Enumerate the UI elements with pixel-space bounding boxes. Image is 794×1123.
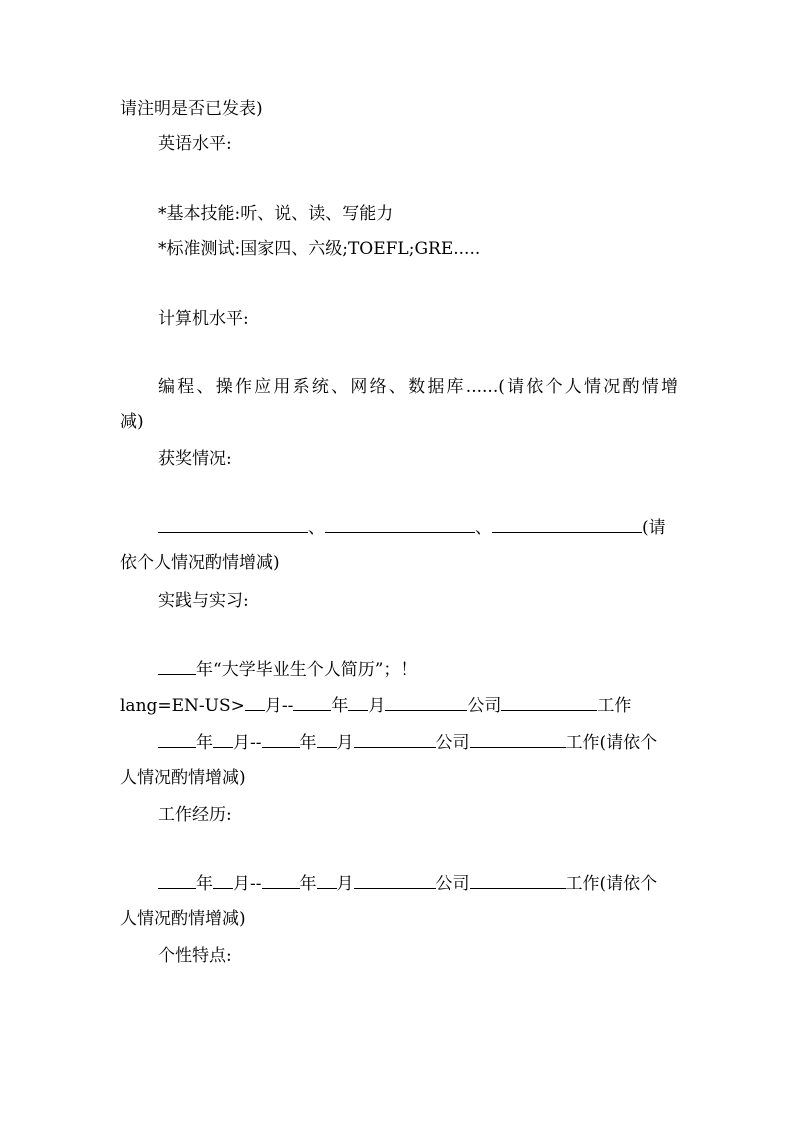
job-label: 工作(请依个 xyxy=(565,874,658,894)
work-experience-line xyxy=(158,872,678,895)
practice-line-1 xyxy=(158,658,678,681)
year-blank[interactable] xyxy=(262,731,300,748)
personality-heading: 个性特点: xyxy=(158,946,232,966)
date-separator: 月-- xyxy=(233,874,262,894)
month-blank[interactable] xyxy=(348,694,368,711)
month-blank[interactable] xyxy=(317,872,337,889)
award-blank-2[interactable] xyxy=(325,516,475,533)
practice-line-2 xyxy=(120,694,680,717)
awards-heading: 获奖情况: xyxy=(158,449,232,469)
english-basic-skills: *基本技能:听、说、读、写能力 xyxy=(158,204,394,224)
publication-note: 请注明是否已发表) xyxy=(120,99,263,119)
english-standard-tests: *标准测试:国家四、六级;TOEFL;GRE..... xyxy=(158,239,481,259)
award-separator: 、 xyxy=(308,518,325,538)
award-separator: 、 xyxy=(475,518,492,538)
computer-skills-continuation: 减) xyxy=(120,412,144,432)
year-blank[interactable] xyxy=(158,731,196,748)
month-blank[interactable] xyxy=(213,872,233,889)
month-label: 月 xyxy=(368,696,386,716)
award-note: (请 xyxy=(642,518,666,538)
english-level-heading: 英语水平: xyxy=(158,134,232,154)
company-label: 公司 xyxy=(435,874,470,894)
awards-continuation: 依个人情况酌情增减) xyxy=(120,553,280,573)
job-blank[interactable] xyxy=(470,731,566,748)
work-experience-continuation: 人情况酌情增减) xyxy=(120,909,246,929)
award-blank-3[interactable] xyxy=(492,516,642,533)
practice-text: 年“大学毕业生个人简历”；！ xyxy=(196,660,418,680)
job-blank[interactable] xyxy=(501,694,597,711)
month-label: 月 xyxy=(336,874,354,894)
company-blank[interactable] xyxy=(385,694,467,711)
company-blank[interactable] xyxy=(354,731,436,748)
company-label: 公司 xyxy=(467,696,502,716)
year-label: 年 xyxy=(299,733,317,753)
job-blank[interactable] xyxy=(470,872,566,889)
date-separator: 月-- xyxy=(264,696,294,716)
practice-heading: 实践与实习: xyxy=(158,591,249,611)
date-separator: 月-- xyxy=(233,733,262,753)
computer-level-heading: 计算机水平: xyxy=(158,309,249,329)
year-label: 年 xyxy=(299,874,317,894)
job-label: 工作(请依个 xyxy=(565,733,658,753)
month-blank[interactable] xyxy=(245,694,265,711)
year-label: 年 xyxy=(196,733,213,753)
year-blank[interactable] xyxy=(158,872,196,889)
practice-line-3 xyxy=(158,731,678,754)
year-label: 年 xyxy=(196,874,213,894)
year-blank[interactable] xyxy=(158,658,196,675)
award-blank-1[interactable] xyxy=(158,516,308,533)
year-blank[interactable] xyxy=(293,694,331,711)
year-blank[interactable] xyxy=(262,872,300,889)
company-blank[interactable] xyxy=(354,872,436,889)
company-label: 公司 xyxy=(435,733,470,753)
computer-skills-line: 编程、操作应用系统、网络、数据库......(请依个人情况酌情增 xyxy=(158,377,678,397)
practice-continuation: 人情况酌情增减) xyxy=(120,768,246,788)
month-blank[interactable] xyxy=(213,731,233,748)
year-label: 年 xyxy=(331,696,349,716)
job-label: 工作 xyxy=(597,696,632,716)
markup-fragment: lang=EN-US> xyxy=(120,696,245,716)
month-blank[interactable] xyxy=(317,731,337,748)
month-label: 月 xyxy=(336,733,354,753)
work-experience-heading: 工作经历: xyxy=(158,805,232,825)
awards-fill-line xyxy=(158,516,678,539)
